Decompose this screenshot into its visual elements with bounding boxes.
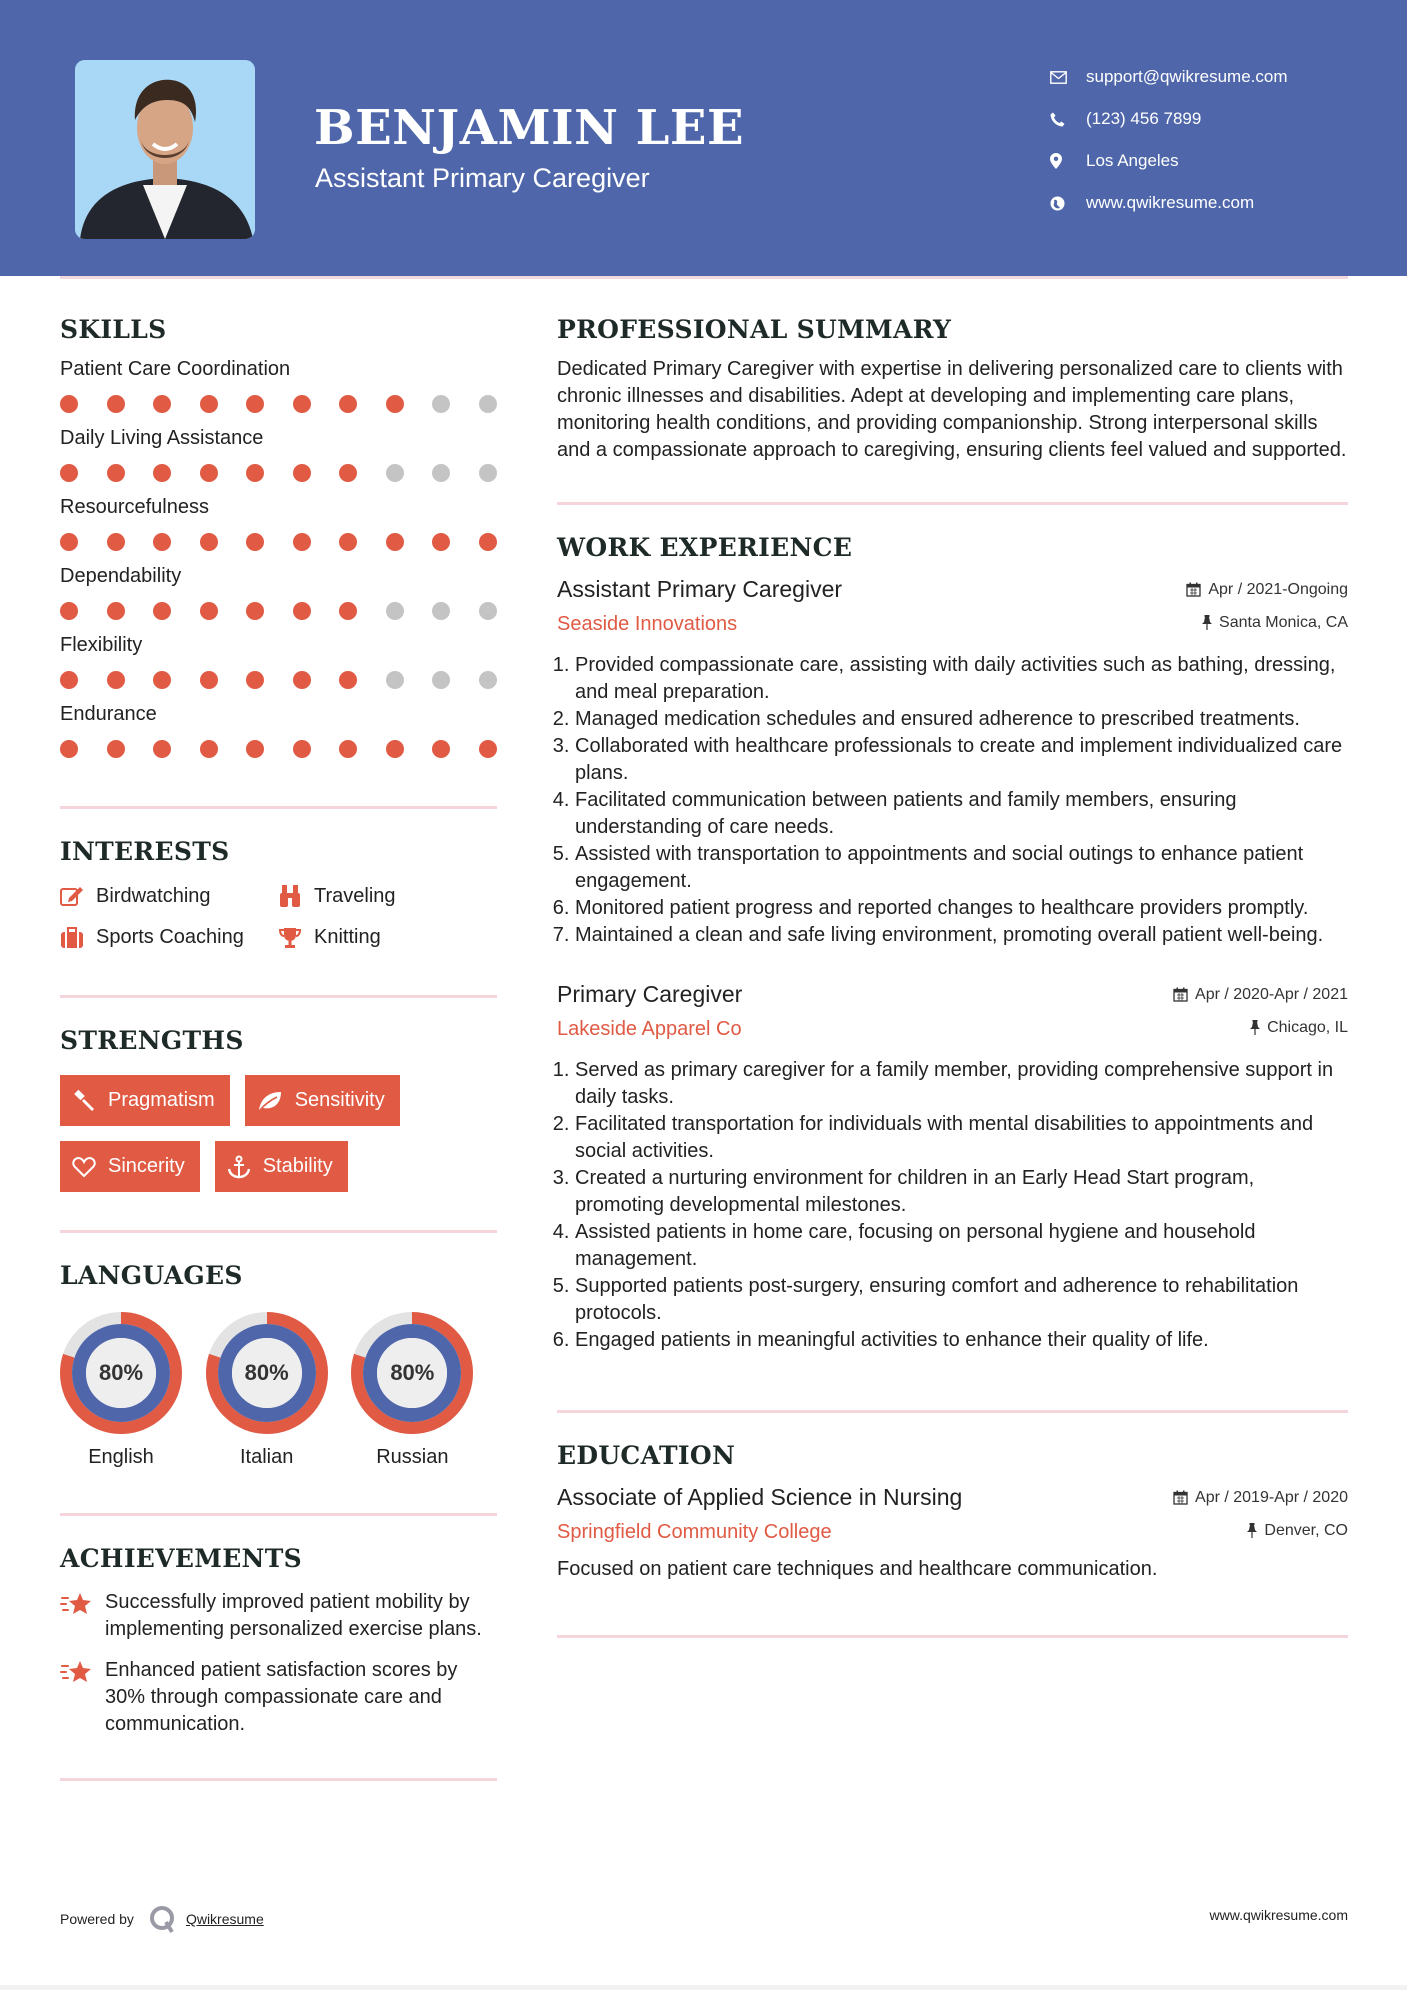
rating-dot-filled: [339, 602, 357, 620]
rating-dot-filled: [386, 395, 404, 413]
section-divider: [557, 502, 1348, 505]
rating-dot-filled: [200, 671, 218, 689]
rating-dot-filled: [293, 671, 311, 689]
rating-dot-empty: [479, 395, 497, 413]
rating-dot-filled: [432, 533, 450, 551]
education-heading: EDUCATION: [557, 1441, 736, 1470]
skill-rating: [60, 464, 497, 482]
section-divider: [60, 1230, 497, 1233]
envelope-icon: [1050, 71, 1086, 84]
rating-dot-filled: [200, 740, 218, 758]
job-entry: [557, 981, 1348, 1354]
rating-dot-filled: [107, 464, 125, 482]
section-divider: [60, 806, 497, 809]
rating-dot-filled: [339, 395, 357, 413]
rating-dot-filled: [246, 602, 264, 620]
rating-dot-filled: [153, 740, 171, 758]
rating-dot-filled: [153, 602, 171, 620]
rating-dot-filled: [153, 464, 171, 482]
rating-dot-filled: [246, 395, 264, 413]
rating-dot-filled: [200, 533, 218, 551]
footer-powered-by: Powered by Qwikresume: [60, 1904, 264, 1934]
section-divider: [60, 1513, 497, 1516]
section-divider: [60, 1778, 497, 1781]
candidate-name: BENJAMIN LEE: [314, 100, 745, 156]
page-bottom-edge: [0, 1985, 1407, 1990]
profile-photo: [75, 60, 255, 239]
job-bullet: 6. Engaged patients in meaningful activities to enhance their quality of life.: [575, 1327, 1348, 1354]
skill-rating: [60, 533, 497, 551]
edit-icon: [60, 885, 84, 907]
strengths-section: [60, 1026, 497, 1192]
rating-dot-filled: [339, 740, 357, 758]
education-description: Focused on patient care techniques and healthcare communication.: [557, 1558, 1158, 1580]
language-label: Russian: [376, 1446, 449, 1468]
language-progress-ring: [60, 1312, 182, 1434]
rating-dot-filled: [107, 602, 125, 620]
rating-dot-filled: [246, 671, 264, 689]
contact-website[interactable]: www.qwikresume.com: [1050, 182, 1288, 224]
skill-label: Daily Living Assistance: [60, 427, 264, 449]
education-section: [557, 1441, 1348, 1583]
interest-item: Birdwatching: [60, 884, 278, 908]
footer-website[interactable]: www.qwikresume.com: [1209, 1907, 1348, 1923]
rating-dot-filled: [107, 671, 125, 689]
rating-dot-filled: [60, 464, 78, 482]
rating-dot-filled: [60, 671, 78, 689]
job-dates: Apr / 2020-Apr / 2021: [1173, 986, 1348, 1004]
heart-icon: [72, 1156, 96, 1178]
skills-list: [60, 358, 497, 758]
rating-dot-filled: [339, 671, 357, 689]
rating-dot-filled: [246, 740, 264, 758]
section-divider: [557, 1410, 1348, 1413]
rating-dot-filled: [107, 395, 125, 413]
language-progress-ring: [206, 1312, 328, 1434]
pushpin-icon: [1202, 615, 1212, 630]
phone-icon: [1050, 112, 1086, 127]
rating-dot-filled: [153, 671, 171, 689]
rating-dot-filled: [60, 740, 78, 758]
trophy-icon: [278, 927, 302, 949]
job-bullet: 6. Monitored patient progress and reported changes to healthcare providers promptly.: [575, 895, 1348, 922]
job-dates: Apr / 2021-Ongoing: [1186, 581, 1348, 599]
rating-dot-filled: [386, 740, 404, 758]
rating-dot-filled: [153, 395, 171, 413]
job-bullet: 3. Created a nurturing environment for children in an Early Head Start program, promoting developmental milestones.: [575, 1165, 1348, 1219]
rating-dot-empty: [479, 464, 497, 482]
right-column: [557, 315, 1348, 1638]
education-sub: [557, 1521, 1348, 1544]
interests-section: [60, 837, 497, 949]
strengths-heading: STRENGTHS: [60, 1026, 244, 1055]
experience-section: [557, 533, 1348, 1354]
experience-heading: WORK EXPERIENCE: [557, 533, 853, 562]
strengths-list: [60, 1075, 497, 1192]
left-column: [60, 315, 497, 1781]
rating-dot-filled: [293, 533, 311, 551]
degree-title: Associate of Applied Science in Nursing: [557, 1484, 963, 1510]
company-name: Lakeside Apparel Co: [557, 1018, 742, 1040]
achievements-heading: ACHIEVEMENTS: [60, 1544, 302, 1573]
rating-dot-empty: [432, 671, 450, 689]
language-item: [351, 1312, 497, 1469]
job-bullet: 2. Facilitated transportation for individuals with mental disabilities to appointments and social activities.: [575, 1111, 1348, 1165]
skill-label: Dependability: [60, 565, 182, 587]
language-label: Italian: [239, 1446, 294, 1468]
job-sub: [557, 613, 1348, 636]
candidate-title: Assistant Primary Caregiver: [315, 163, 650, 193]
rating-dot-empty: [432, 464, 450, 482]
language-item: [206, 1312, 352, 1469]
rating-dot-filled: [200, 395, 218, 413]
language-item: [60, 1312, 206, 1469]
qwikresume-link[interactable]: Qwikresume: [185, 1911, 264, 1927]
leaf-icon: [257, 1090, 283, 1112]
rating-dot-filled: [200, 602, 218, 620]
contact-list: [1050, 56, 1288, 224]
shooting-star-icon: [60, 1591, 92, 1617]
school-name: Springfield Community College: [557, 1521, 832, 1543]
company-name: Seaside Innovations: [557, 613, 738, 635]
job-location: Chicago, IL: [1250, 1019, 1348, 1037]
map-pin-icon: [1050, 153, 1086, 169]
achievement-item: Enhanced patient satisfaction scores by 30% through compassionate care and communication.: [60, 1657, 497, 1738]
interest-item: Sports Coaching: [60, 926, 278, 949]
gavel-icon: [72, 1089, 96, 1113]
education-location: Denver, CO: [1247, 1522, 1348, 1540]
skill-rating: [60, 395, 497, 413]
contact-phone[interactable]: (123) 456 7899: [1050, 98, 1288, 140]
job-sub: [557, 1018, 1348, 1041]
rating-dot-filled: [386, 533, 404, 551]
interests-list: [60, 884, 497, 949]
rating-dot-filled: [107, 533, 125, 551]
rating-dot-filled: [246, 533, 264, 551]
skill-label: Patient Care Coordination: [60, 358, 291, 380]
calendar-icon: [1186, 582, 1201, 597]
strength-chip: Sensitivity: [245, 1075, 400, 1126]
jobs-list: [557, 576, 1348, 1354]
strength-chip: Pragmatism: [60, 1075, 230, 1126]
skill-label: Flexibility: [60, 634, 143, 656]
rating-dot-filled: [293, 740, 311, 758]
interest-item: Knitting: [278, 926, 498, 949]
skill-rating: [60, 740, 497, 758]
languages-list: [60, 1312, 497, 1469]
rating-dot-filled: [60, 395, 78, 413]
achievement-item: Successfully improved patient mobility by implementing personalized exercise plans.: [60, 1589, 497, 1643]
contact-email[interactable]: support@qwikresume.com: [1050, 56, 1288, 98]
summary-heading: PROFESSIONAL SUMMARY: [557, 315, 952, 344]
achievements-section: [60, 1544, 497, 1738]
rating-dot-filled: [246, 464, 264, 482]
rating-dot-filled: [153, 533, 171, 551]
section-divider: [557, 1635, 1348, 1638]
job-bullet: 2. Managed medication schedules and ensured adherence to prescribed treatments.: [575, 706, 1348, 733]
strength-chip: Sincerity: [60, 1141, 200, 1192]
shooting-star-icon: [60, 1659, 92, 1685]
job-head: [557, 981, 1348, 1008]
skill-label: Resourcefulness: [60, 496, 209, 518]
skill-rating: [60, 671, 497, 689]
language-label: English: [88, 1446, 154, 1468]
rating-dot-empty: [386, 464, 404, 482]
skill-rating: [60, 602, 497, 620]
rating-dot-empty: [432, 602, 450, 620]
job-bullet: 3. Collaborated with healthcare professionals to create and implement individualized care plans.: [575, 733, 1348, 787]
rating-dot-filled: [200, 464, 218, 482]
calendar-icon: [1173, 1490, 1188, 1505]
language-progress-ring: [351, 1312, 473, 1434]
contact-location: Los Angeles: [1050, 140, 1288, 182]
pushpin-icon: [1250, 1020, 1260, 1035]
job-entry: [557, 576, 1348, 949]
section-divider: [60, 995, 497, 998]
job-title: Primary Caregiver: [557, 981, 743, 1007]
rating-dot-empty: [479, 671, 497, 689]
interests-heading: INTERESTS: [60, 837, 230, 866]
anchor-icon: [227, 1155, 251, 1179]
briefcase-icon: [60, 927, 84, 949]
job-bullet: 5. Supported patients post-surgery, ensuring comfort and adherence to rehabilitation protocols.: [575, 1273, 1348, 1327]
person-photo-icon: [75, 60, 255, 239]
rating-dot-filled: [107, 740, 125, 758]
rating-dot-filled: [479, 740, 497, 758]
language-percent: 80%: [244, 1360, 289, 1385]
rating-dot-filled: [479, 533, 497, 551]
rating-dot-filled: [293, 464, 311, 482]
languages-heading: LANGUAGES: [60, 1261, 243, 1290]
rating-dot-empty: [479, 602, 497, 620]
summary-text: Dedicated Primary Caregiver with expertise in delivering personalized care to clients with chronic illnesses and disabilities. Adept at developing and implementing care plans, monitoring health conditions, and providing companionship. Strong interpersonal skills and a compassionate approach to caregiving, ensuring clients feel valued and supported.: [557, 358, 1347, 461]
rating-dot-filled: [432, 740, 450, 758]
job-bullet: 4. Assisted patients in home care, focusing on personal hygiene and household management.: [575, 1219, 1348, 1273]
job-bullet: 5. Assisted with transportation to appointments and social outings to enhance patient engagement.: [575, 841, 1348, 895]
skills-heading: SKILLS: [60, 315, 167, 344]
skills-section: [60, 315, 497, 758]
pushpin-icon: [1247, 1523, 1257, 1538]
job-location: Santa Monica, CA: [1202, 614, 1348, 632]
rating-dot-filled: [60, 533, 78, 551]
qwikresume-logo-icon: [148, 1904, 178, 1934]
rating-dot-filled: [339, 533, 357, 551]
job-bullets: [557, 1057, 1348, 1354]
job-title: Assistant Primary Caregiver: [557, 576, 843, 602]
job-bullet: 1. Provided compassionate care, assisting with daily activities such as bathing, dressing, and meal preparation.: [575, 652, 1348, 706]
skill-label: Endurance: [60, 703, 157, 725]
languages-section: [60, 1261, 497, 1469]
job-bullet: 1. Served as primary caregiver for a family member, providing comprehensive support in daily tasks.: [575, 1057, 1348, 1111]
summary-section: [557, 315, 1348, 464]
rating-dot-empty: [386, 671, 404, 689]
language-percent: 80%: [98, 1360, 144, 1385]
education-dates: Apr / 2019-Apr / 2020: [1173, 1489, 1348, 1507]
rating-dot-filled: [293, 602, 311, 620]
binoculars-icon: [278, 884, 302, 908]
header-band: [0, 0, 1407, 276]
interest-item: Traveling: [278, 884, 498, 908]
calendar-icon: [1173, 987, 1188, 1002]
education-head: [557, 1484, 1348, 1511]
header-divider: [60, 276, 1348, 279]
rating-dot-empty: [386, 602, 404, 620]
job-bullets: [557, 652, 1348, 949]
job-bullet: 4. Facilitated communication between patients and family members, ensuring understanding of care needs.: [575, 787, 1348, 841]
rating-dot-filled: [293, 395, 311, 413]
rating-dot-filled: [339, 464, 357, 482]
language-percent: 80%: [390, 1360, 435, 1385]
strength-chip: Stability: [215, 1141, 348, 1192]
rating-dot-empty: [432, 395, 450, 413]
rating-dot-filled: [60, 602, 78, 620]
job-head: [557, 576, 1348, 603]
job-bullet: 7. Maintained a clean and safe living environment, promoting overall patient well-being.: [575, 922, 1348, 949]
globe-icon: [1050, 196, 1086, 211]
